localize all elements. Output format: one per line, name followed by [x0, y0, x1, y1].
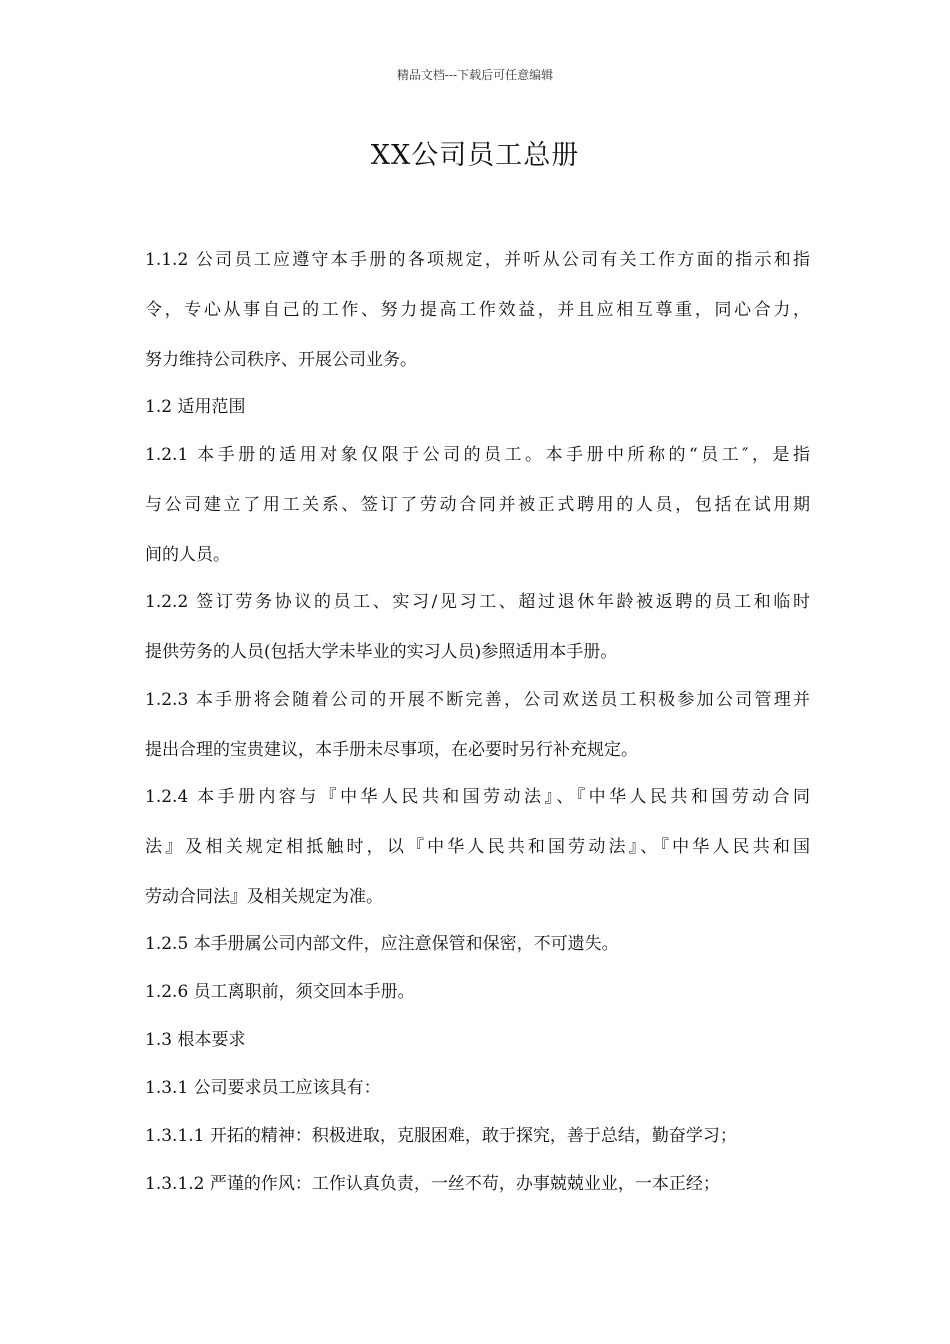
text-line: 1.2.2 签订劳务协议的员工、实习/见习工、超过退休年龄被返聘的员工和临时 — [145, 592, 810, 612]
document-title: XX公司员工总册 — [370, 140, 580, 171]
text-line: 间的人员。 — [145, 545, 230, 565]
text-line: 1.2.6 员工离职前，须交回本手册。 — [145, 982, 415, 1002]
text-line: 法』及相关规定相抵触时，以『中华人民共和国劳动法』、『中华人民共和国 — [145, 837, 810, 857]
text-line: 努力维持公司秩序、开展公司业务。 — [145, 350, 417, 370]
text-line: 1.2.4 本手册内容与『中华人民共和国劳动法』、『中华人民共和国劳动合同 — [145, 787, 810, 807]
text-line: 1.2.3 本手册将会随着公司的开展不断完善，公司欢送员工积极参加公司管理并 — [145, 690, 810, 710]
text-line: 1.2.1 本手册的适用对象仅限于公司的员工。本手册中所称的“员工″，是指 — [145, 445, 810, 465]
text-line: 提出合理的宝贵建议，本手册未尽事项，在必要时另行补充规定。 — [145, 740, 638, 760]
text-line: 1.3.1.2 严谨的作风：工作认真负责，一丝不苟，办事兢兢业业，一本正经； — [145, 1174, 720, 1194]
text-line: 1.1.2 公司员工应遵守本手册的各项规定，并听从公司有关工作方面的指示和指 — [145, 250, 810, 270]
text-line: 劳动合同法』及相关规定为准。 — [145, 887, 383, 907]
section-heading: 1.2 适用范围 — [145, 397, 246, 417]
text-line: 1.3.1.1 开拓的精神：积极进取，克服困难，敢于探究，善于总结，勤奋学习； — [145, 1126, 737, 1146]
text-line: 1.2.5 本手册属公司内部文件，应注意保管和保密，不可遗失。 — [145, 934, 619, 954]
text-line: 与公司建立了用工关系、签订了劳动合同并被正式聘用的人员，包括在试用期 — [145, 495, 810, 515]
section-heading: 1.3 根本要求 — [145, 1030, 246, 1050]
page-header: 精品文档---下载后可任意编辑 — [396, 68, 554, 82]
text-line: 提供劳务的人员(包括大学未毕业的实习人员)参照适用本手册。 — [145, 642, 618, 662]
text-line: 1.3.1 公司要求员工应该具有： — [145, 1078, 381, 1098]
text-line: 令，专心从事自己的工作、努力提高工作效益，并且应相互尊重，同心合力， — [145, 300, 810, 320]
